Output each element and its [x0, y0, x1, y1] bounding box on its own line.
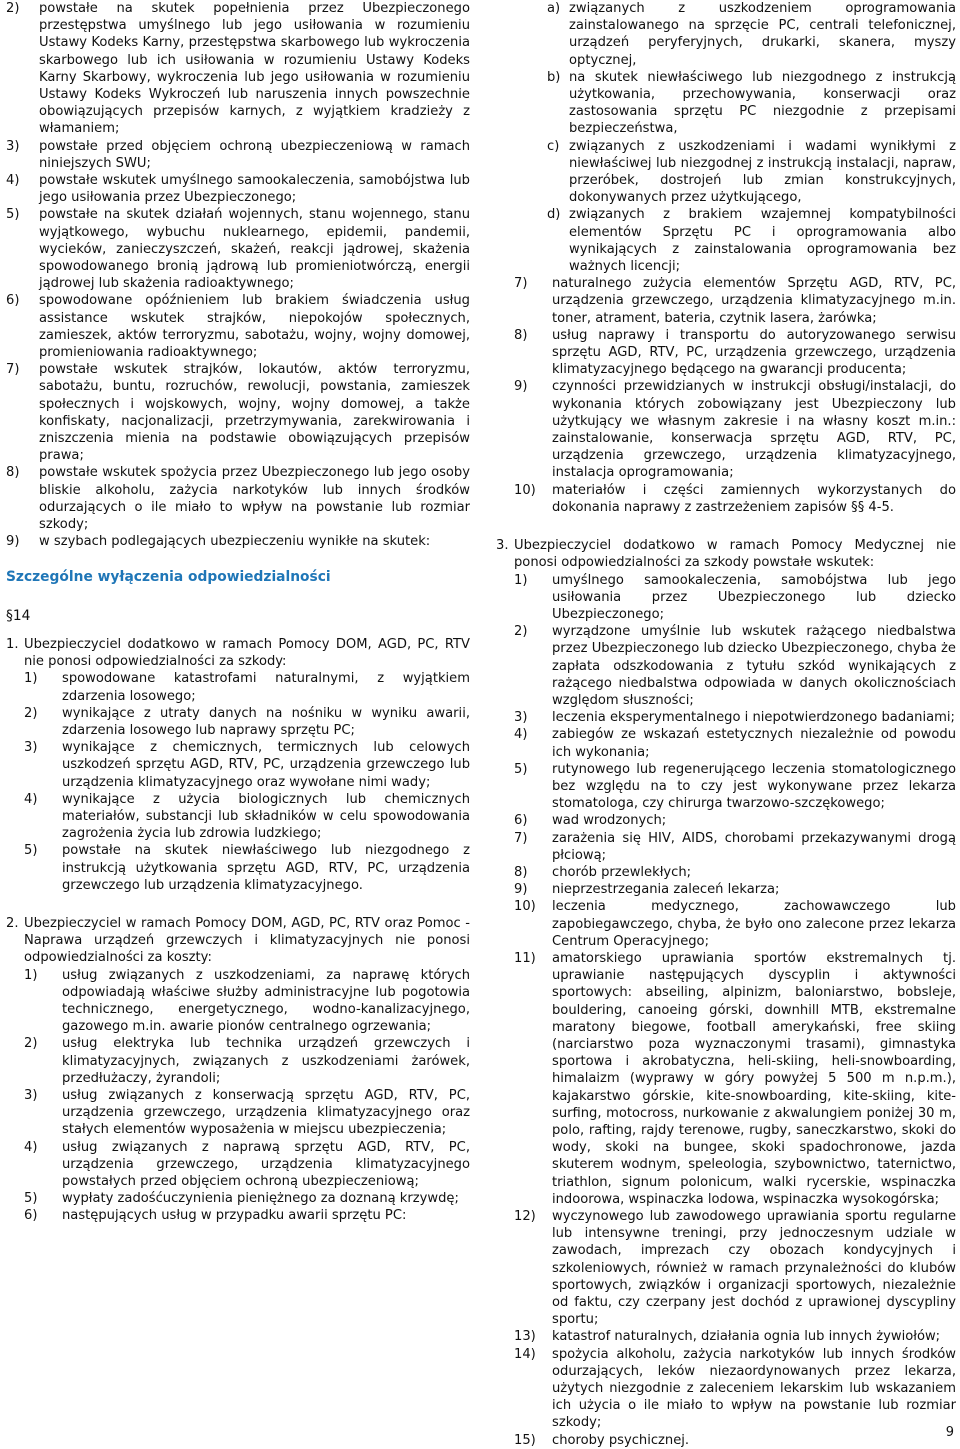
item-text: katastrof naturalnych, działania ognia lub innych żywiołów;	[552, 1329, 941, 1345]
item-text: usług naprawy i transportu do autoryzowanego serwisu sprzętu AGD, RTV, PC, urządzenia grzewczego, urządzenia klimatyzacyjnego będącego na gwarancji producenta;	[552, 327, 956, 378]
item-number: 7)	[514, 276, 528, 292]
item-text: usług związanych z uszkodzeniami, za naprawę których odpowiadają właściwe służby administracyjne lub pogotowia technicznego, energetycznego, wodno-kanalizacyjnego, gazowego m.in. awarie pionów centralnego ogrzewania;	[62, 967, 470, 1035]
list-item	[514, 898, 956, 950]
list-item	[6, 361, 470, 464]
item-number: 6)	[6, 293, 20, 309]
item-number: 4)	[24, 791, 38, 807]
list-item	[514, 1346, 956, 1432]
item-text: powstałe na skutek popełnienia przez Ubezpieczonego przestępstwa umyślnego lub jego usiłowania w rozumieniu Ustawy Kodeks Karny, przestępstwa skarbowego lub wykroczenia skarbowego lub ich usiłowania w rozumieniu Ustawy Kodeks Karny Skarbowy, wykroczenia lub jego usiłowania w rozumieniu Ustawy Kodeks Wykroczeń lub naruszenia innych powszechnie obowiązujących przepisów karnych, z wyjątkiem kradzieży z włamaniem;	[39, 1, 470, 137]
item-text: nieprzestrzegania zaleceń lekarza;	[552, 882, 780, 898]
item-text: leczenia eksperymentalnego i niepotwierdzonego badaniami;	[552, 710, 955, 726]
list-item	[514, 881, 956, 898]
item-text: usług związanych z naprawą sprzętu AGD, RTV, PC, urządzenia grzewczego, urządzenia klimatyzacyjnego powstałych przed objęciem ochroną ubezpieczeniową;	[62, 1139, 470, 1189]
item-number: 2)	[24, 705, 38, 721]
list-item	[6, 206, 470, 292]
item-number: 5)	[6, 207, 20, 223]
item-text: wynikające z utraty danych na nośniku w wyniku awarii, zdarzenia losowego lub naprawy sprzętu PC;	[62, 705, 470, 738]
item-number: 8)	[514, 327, 528, 343]
item-text: wynikające z użycia biologicznych lub chemicznych materiałów, substancji lub składników w celu spowodowania zagrożenia życia lub zdrowia ludzkiego;	[62, 791, 470, 842]
item-letter: d)	[547, 207, 561, 223]
item-text: powstałe wskutek spożycia przez Ubezpieczonego lub jego osoby bliskie alkoholu, zażycia narkotyków lub innych środków odurzających o ile miało to wpływ na powstanie lub rozmiar szkody;	[39, 465, 470, 533]
item-number: 14)	[514, 1346, 536, 1362]
list-item	[514, 761, 956, 813]
section-text: Ubezpieczyciel w ramach Pomocy DOM, AGD, PC, RTV oraz Pomoc - Naprawa urządzeń grzewczych i klimatyzacyjnych nie ponosi odpowiedzialności za koszty:	[24, 915, 470, 966]
item-number: 2)	[24, 1036, 38, 1052]
item-text: wynikające z chemicznych, termicznych lub celowych uszkodzeń sprzętu AGD, RTV, PC, urządzenia grzewczego lub urządzenia klimatyzacyjnego oraz wywołane nimi wady;	[62, 740, 470, 790]
list-item	[6, 172, 470, 206]
item-number: 6)	[24, 1208, 38, 1224]
item-number: 12)	[514, 1209, 536, 1225]
item-number: 10)	[514, 482, 536, 498]
item-number: 4)	[6, 173, 20, 189]
item-text: związanych z brakiem wzajemnej kompatybilności elementów Sprzętu PC i oprogramowania albo wynikających z zainstalowania oprogramowania bez ważnych licencji;	[569, 207, 956, 275]
item-text: związanych z uszkodzeniem oprogramowania zainstalowanego na sprzęcie PC, centrali telefonicznej, urządzeń peryferyjnych, drukarki, skanera, myszy optycznej,	[569, 1, 956, 68]
item-number: 13)	[514, 1329, 536, 1345]
list-item	[6, 138, 470, 172]
list-item	[514, 275, 956, 327]
section-number: 1.	[6, 636, 19, 652]
item-text: spożycia alkoholu, zażycia narkotyków lub innych środków odurzających, leków niezaordynowanych przez lekarza, użytych niezgodnie z zaleceniem lekarskim lub wskazaniem ich użycia o ile miało to wpływ na powstanie lub rozmiar szkody;	[552, 1346, 956, 1431]
item-text: spowodowane opóźnieniem lub brakiem świadczenia usług assistance wskutek strajków, niepokojów społecznych, zamieszek, aktów terroryzmu, sabotażu, wojny, wojny domowej, promieniowania radioaktywnego;	[39, 293, 470, 361]
item-number: 3)	[24, 1087, 38, 1103]
section-text: Ubezpieczyciel dodatkowo w ramach Pomocy Medycznej nie ponosi odpowiedzialności za szkody powstałe wskutek:	[514, 538, 956, 571]
item-text: usług elektryka lub technika urządzeń grzewczych i klimatyzacyjnych, związanych z uszkodzeniami żarówek, przedłużaczy, żyrandoli;	[62, 1036, 470, 1086]
item-text: usług związanych z konserwacją sprzętu AGD, RTV, PC, urządzenia grzewczego, urządzenia klimatyzacyjnego oraz stałych elementów wyposażenia w miejscu ubezpieczenia;	[62, 1087, 470, 1138]
left-column	[6, 0, 470, 1225]
item-number: 5)	[514, 761, 528, 777]
item-number: 5)	[24, 843, 38, 859]
item-number: 1)	[24, 671, 38, 687]
list-item	[6, 533, 470, 550]
list-item	[514, 482, 956, 516]
list-item	[514, 327, 956, 379]
item-letter: c)	[547, 138, 560, 154]
section-3	[496, 537, 956, 1449]
list-item	[24, 705, 470, 739]
list-item	[24, 1139, 470, 1191]
item-text: wad wrodzonych;	[552, 813, 667, 829]
item-text: materiałów i części zamiennych wykorzystanych do dokonania naprawy z zastrzeżeniem zapisów §§ 4-5.	[552, 482, 956, 515]
item-text: spowodowane katastrofami naturalnymi, z wyjątkiem zdarzenia losowego;	[62, 671, 470, 704]
section-1	[6, 636, 470, 894]
item-text: powstałe na skutek niewłaściwego lub niezgodnego z instrukcją użytkowania sprzętu AGD, RTV, PC, urządzenia grzewczego lub urządzenia klimatyzacyjnego.	[62, 843, 470, 893]
item-text: powstałe wskutek umyślnego samookaleczenia, samobójstwa lub jego usiłowania przez Ubezpieczonego;	[39, 173, 470, 206]
item-number: 9)	[514, 379, 528, 395]
item-number: 1)	[24, 967, 38, 983]
item-text: umyślnego samookaleczenia, samobójstwa lub jego usiłowania przez Ubezpieczonego lub dziecko Ubezpieczonego;	[552, 572, 956, 622]
item-number: 2)	[514, 624, 528, 640]
item-text: na skutek niewłaściwego lub niezgodnego z instrukcją użytkowania, przechowywania, konserwacji oraz zastosowania sprzętu PC niezgodnie z przepisami bezpieczeństwa,	[569, 69, 956, 137]
list-item	[514, 864, 956, 881]
item-letter: a)	[547, 1, 561, 16]
section-number: 3.	[496, 538, 509, 554]
item-number: 4)	[24, 1139, 38, 1155]
list-item	[6, 292, 470, 361]
list-item	[24, 1190, 470, 1207]
item-number: 3)	[514, 710, 528, 726]
list-item	[514, 950, 956, 1208]
list-item	[24, 739, 470, 791]
item-number: 4)	[514, 727, 528, 743]
item-text: czynności przewidzianych w instrukcji obsługi/instalacji, do wykonania których zobowiązany jest Ubezpieczony lub użytkujący we własnym zakresie i na własny koszt m.in.: zainstalowanie, konserwacja sprzętu AGD, RTV, PC, urządzenia grzewczego, urządzenia klimatyzacyjnego, instalacja oprogramowania;	[552, 379, 956, 481]
item-number: 10)	[514, 899, 536, 915]
item-number: 1)	[514, 572, 528, 588]
section-text: Ubezpieczyciel dodatkowo w ramach Pomocy DOM, AGD, PC, RTV nie ponosi odpowiedzialności za szkody:	[24, 636, 470, 670]
item-number: 2)	[6, 1, 20, 16]
list-item	[24, 791, 470, 843]
item-text: wyrządzone umyślnie lub wskutek rażącego niedbalstwa przez Ubezpieczonego lub dziecko Ubezpieczonego, chyba że zapłata odszkodowania z tytułu szkód wynikających z rażącego niedbalstwa odpowiada w danych okolicznościach względom słuszności;	[552, 624, 956, 708]
sub-list-item	[547, 69, 956, 138]
section-heading: Szczególne wyłączenia odpowiedzialności	[6, 568, 331, 585]
item-number: 9)	[6, 534, 20, 550]
sub-list-item	[547, 206, 956, 275]
list-item	[24, 670, 470, 704]
item-text: rutynowego lub regenerującego leczenia stomatologicznego bez względu na to czy jest wykonywane przez lekarza stomatologa, czy chirurga twarzowo-szczękowego;	[552, 761, 956, 812]
list-item	[24, 1207, 470, 1224]
item-text: w szybach podlegających ubezpieczeniu wynikłe na skutek:	[39, 534, 431, 550]
sub-list-item	[547, 138, 956, 207]
item-text: wyczynowego lub zawodowego uprawiania sportu regularne lub intensywne treningi, przy jednoczesnym udziale w zawodach, imprezach czy obozach kondycyjnych i szkoleniowych, również w ramach przynależności do klubów sportowych, związków i organizacji sportowych, niezależnie od faktu, czy czerpany jest dochód z uprawionej dyscypliny sportu;	[552, 1209, 956, 1328]
list-item	[6, 464, 470, 533]
right-column	[496, 0, 956, 1449]
list-item	[514, 709, 956, 726]
item-text: chorób przewlekłych;	[552, 864, 692, 880]
item-number: 3)	[24, 740, 38, 756]
item-text: choroby psychicznej.	[552, 1432, 690, 1448]
list-item	[514, 1208, 956, 1328]
list-item	[24, 1087, 470, 1139]
list-item	[514, 1432, 956, 1449]
section-2-continued	[514, 275, 956, 516]
item-number: 7)	[514, 830, 528, 846]
list-item	[514, 812, 956, 829]
item-number: 15)	[514, 1432, 536, 1448]
item-number: 3)	[6, 138, 20, 154]
item-text: związanych z uszkodzeniami i wadami wynikłymi z niewłaściwej lub niezgodnej z instrukcją instalacji, napraw, przeróbek, dostrojeń lub zmian konstrukcyjnych, dokonywanych przez użytkującego,	[569, 138, 956, 206]
item-text: zarażenia się HIV, AIDS, chorobami przekazywanymi drogą płciową;	[552, 830, 956, 863]
item-number: 6)	[514, 813, 528, 829]
list-item	[6, 0, 470, 138]
item-number: 8)	[514, 864, 528, 880]
item-text: amatorskiego uprawiania sportów ekstremalnych tj. uprawianie następujących dyscyplin i aktywności sportowych: abseiling, alpinizm, baloniarstwo, bobsleje, bouldering, canoeing górski, downhill MTB, ekstremalne maratony biegowe, football amerykański, free skiing (narciarstwo poza wyznaczonymi trasami), gimnastyka sportowa i akrobatyczna, heli-skiing, heli-snowboarding, himalaizm (wyprawy w góry powyżej 5 500 m n.p.m.), kajakarstwo górskie, kite-snowboarding, kite-skiing, kite-surfing, motocross, nurkowanie z akwalungiem poniżej 30 m, polo, rafting, rajdy terenowe, rugby, saneczkarstwo, skoki do wody, skoki na bungee, skoki spadochronowe, jazda skuterem wodnym, speleologia, szybownictwo, taternictwo, triathlon, signum polonicum, walki rycerskie, wspinaczka indoorowa, wspinaczka lodowa, wspinaczka wysokogórska;	[552, 950, 956, 1207]
item-text: powstałe przed objęciem ochroną ubezpieczeniową w ramach niniejszych SWU;	[39, 138, 470, 171]
list-item	[514, 378, 956, 481]
item-letter: b)	[547, 69, 561, 85]
item-text: zabiegów ze wskazań estetycznych niezależnie od powodu ich wykonania;	[552, 727, 956, 760]
list-item	[514, 572, 956, 624]
item-number: 5)	[24, 1191, 38, 1207]
item-text: następujących usług w przypadku awarii sprzętu PC:	[62, 1208, 407, 1224]
section-number: 2.	[6, 915, 19, 931]
list-item	[514, 830, 956, 864]
sub-list	[547, 0, 956, 275]
item-number: 7)	[6, 362, 20, 378]
list-item	[24, 967, 470, 1036]
item-text: leczenia medycznego, zachowawczego lub zapobiegawczego, chyba, że było ono zalecone przez lekarza Centrum Operacyjnego;	[552, 899, 956, 949]
section-2	[6, 915, 470, 1225]
item-text: wypłaty zadośćuczynienia pieniężnego za doznaną krzywdę;	[62, 1191, 459, 1207]
list-item	[514, 726, 956, 760]
item-number: 11)	[514, 950, 536, 966]
item-number: 9)	[514, 882, 528, 898]
intro-list	[6, 0, 470, 551]
item-text: naturalnego zużycia elementów Sprzętu AGD, RTV, PC, urządzenia grzewczego, urządzenia klimatyzacyjnego m.in. toner, atrament, bateria, czytnik lasera, żarówka;	[552, 276, 956, 326]
sub-list-item	[547, 0, 956, 69]
list-item	[24, 842, 470, 894]
item-number: 8)	[6, 465, 20, 481]
list-item	[514, 623, 956, 709]
item-text: powstałe na skutek działań wojennych, stanu wojennego, stanu wyjątkowego, wybuchu nuklearnego, epidemii, pandemii, wycieków, zanieczyszczeń, skażeń, reakcji jądrowej, skażenia spowodowanego bronią jądrową lub promieniotwórczą, energii jądrowej lub skażenia radioaktywnego;	[39, 207, 470, 292]
item-text: powstałe wskutek strajków, lokautów, aktów terroryzmu, sabotażu, buntu, rozruchów, rewolucji, powstania, zamieszek społecznych i wojskowych, wojny, wojny domowej, a także konfiskaty, nacjonalizacji, przetrzymywania, zarekwirowania i zniszczenia mienia na podstawie obowiązujących przepisów prawa;	[39, 362, 470, 464]
list-item	[24, 1035, 470, 1087]
paragraph-number: §14	[6, 607, 31, 624]
list-item	[514, 1328, 956, 1345]
page-number: 9	[945, 1425, 954, 1440]
